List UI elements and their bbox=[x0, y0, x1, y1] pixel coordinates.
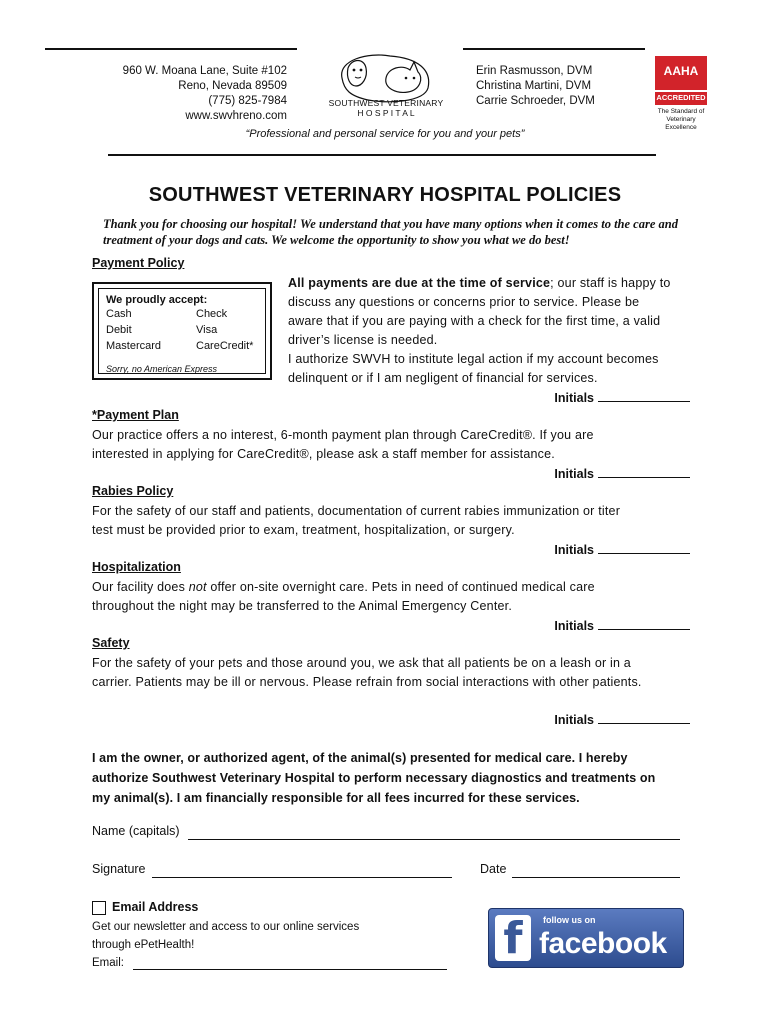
accepted-payments-box bbox=[92, 282, 272, 380]
facebook-follow-badge[interactable] bbox=[488, 908, 684, 968]
newsletter-line: Get our newsletter and access to our online services bbox=[92, 921, 360, 933]
authorization-line: I am the owner, or authorized agent, of the animal(s) presented for medical care. I hereby bbox=[92, 751, 628, 765]
page-title: SOUTHWEST VETERINARY HOSPITAL POLICIES bbox=[148, 184, 622, 206]
email-address-heading: Email Address bbox=[112, 900, 199, 914]
payment-plan-line: Our practice offers a no interest, 6-month payment plan through CareCredit®. If you are bbox=[92, 428, 594, 442]
initials-field[interactable] bbox=[554, 541, 690, 557]
facebook-wordmark: facebook bbox=[539, 927, 667, 960]
aaha-accredited-badge bbox=[653, 56, 709, 134]
payment-line: aware that if you are paying with a check for the first time, a valid bbox=[288, 314, 661, 328]
initials-field[interactable] bbox=[554, 389, 690, 405]
payment-line: driver’s license is needed. bbox=[288, 333, 438, 347]
header-rule-left bbox=[45, 48, 297, 50]
payment-line: discuss any questions or concerns prior to service. Please be bbox=[288, 295, 640, 309]
header-rule-right bbox=[463, 48, 645, 50]
hospitalization-line: offer on-site overnight care. Pets in need of continued medical care bbox=[206, 580, 595, 594]
tagline-rule bbox=[108, 154, 656, 156]
signature-input[interactable] bbox=[152, 876, 452, 878]
initials-label: Initials bbox=[554, 619, 594, 633]
authorization-line: my animal(s). I am financially responsible for all fees incurred for these services. bbox=[92, 791, 580, 805]
payment-lead: All payments are due at the time of service bbox=[288, 276, 551, 290]
email-input[interactable] bbox=[133, 968, 447, 970]
initials-field[interactable] bbox=[554, 465, 690, 481]
initials-label: Initials bbox=[554, 467, 594, 481]
date-input[interactable] bbox=[512, 876, 680, 878]
payment-line: delinquent or if I am negligent of financial for services. bbox=[288, 371, 598, 385]
payment-method: CareCredit* bbox=[196, 340, 254, 352]
accept-box-title: We proudly accept: bbox=[106, 294, 208, 306]
initials-label: Initials bbox=[554, 543, 594, 557]
payment-method: Mastercard bbox=[106, 340, 162, 352]
payment-plan-text bbox=[92, 426, 594, 464]
name-label: Name (capitals) bbox=[92, 824, 180, 838]
doctor-name: Christina Martini, DVM bbox=[476, 80, 592, 92]
aaha-logo-text: AAHA bbox=[663, 64, 699, 78]
safety-line: carrier. Patients may be ill or nervous. Please refrain from social interactions with other patients. bbox=[92, 675, 642, 689]
payment-method: Debit bbox=[106, 324, 132, 336]
payment-policy-text bbox=[288, 274, 708, 388]
phone-number: (775) 825-7984 bbox=[208, 95, 287, 107]
accredited-label: ACCREDITED bbox=[656, 93, 706, 102]
hospitalization-text bbox=[92, 578, 595, 616]
safety-heading: Safety bbox=[92, 636, 130, 650]
date-label: Date bbox=[480, 862, 507, 876]
payment-line: I authorize SWVH to institute legal action if my account becomes bbox=[288, 352, 659, 366]
initials-label: Initials bbox=[554, 391, 594, 405]
rabies-policy-text bbox=[92, 502, 620, 540]
rabies-policy-heading: Rabies Policy bbox=[92, 484, 174, 498]
authorization-line: authorize Southwest Veterinary Hospital to perform necessary diagnostics and treatments on bbox=[92, 771, 656, 785]
doctor-list bbox=[476, 64, 595, 109]
signature-label: Signature bbox=[92, 862, 146, 876]
payment-plan-line: interested in applying for CareCredit®, please ask a staff member for assistance. bbox=[92, 447, 555, 461]
aaha-tagline-line: The Standard of bbox=[657, 108, 705, 115]
safety-text bbox=[92, 654, 642, 692]
address-line: Reno, Nevada 89509 bbox=[178, 80, 287, 92]
authorization-statement bbox=[92, 748, 692, 808]
payment-method: Visa bbox=[196, 324, 218, 336]
website-link[interactable]: www.swvhreno.com bbox=[185, 110, 287, 122]
hospitalization-heading: Hospitalization bbox=[92, 560, 181, 574]
tagline: “Professional and personal service for you and your pets” bbox=[245, 128, 525, 140]
payment-policy-heading: Payment Policy bbox=[92, 256, 185, 270]
newsletter-text bbox=[92, 918, 359, 972]
hospitalization-line: throughout the night may be transferred to the Animal Emergency Center. bbox=[92, 599, 512, 613]
payment-plan-heading: *Payment Plan bbox=[92, 408, 179, 422]
rabies-line: test must be provided prior to exam, treatment, hospitalization, or surgery. bbox=[92, 523, 515, 537]
safety-line: For the safety of your pets and those around you, we ask that all patients be on a leash or in a bbox=[92, 656, 631, 670]
payment-line: ; our staff is happy to bbox=[550, 276, 671, 290]
no-amex-note: Sorry, no American Express bbox=[106, 364, 218, 374]
follow-us-text: follow us on bbox=[543, 915, 596, 925]
newsletter-line: through ePetHealth! bbox=[92, 939, 195, 951]
hospital-logo bbox=[328, 48, 444, 128]
email-opt-in-checkbox[interactable] bbox=[92, 901, 106, 915]
initials-field[interactable] bbox=[554, 617, 690, 633]
hospitalization-line: Our facility does bbox=[92, 580, 189, 594]
hospital-address bbox=[123, 64, 287, 124]
name-input[interactable] bbox=[188, 838, 680, 840]
aaha-tagline-line: Veterinary Excellence bbox=[665, 116, 697, 131]
intro-text: Thank you for choosing our hospital! We understand that you have many options when it comes to the care and treatment of your dogs and cats. We welcome the opportunity to show you what we do best! bbox=[103, 217, 678, 247]
rabies-line: For the safety of our staff and patients, documentation of current rabies immunization or titer bbox=[92, 504, 621, 518]
initials-field[interactable] bbox=[554, 711, 690, 727]
facebook-f-icon: f bbox=[495, 915, 531, 961]
initials-label: Initials bbox=[554, 713, 594, 727]
doctor-name: Carrie Schroeder, DVM bbox=[476, 95, 595, 107]
payment-method: Check bbox=[196, 308, 228, 320]
email-label: Email: bbox=[92, 957, 124, 969]
payment-method: Cash bbox=[106, 308, 132, 320]
emphasis-not: not bbox=[188, 580, 207, 594]
logo-name-line2: H O S P I T A L bbox=[357, 108, 415, 118]
address-line: 960 W. Moana Lane, Suite #102 bbox=[122, 65, 287, 77]
logo-name-line1: SOUTHWEST VETERINARY bbox=[328, 98, 444, 108]
doctor-name: Erin Rasmusson, DVM bbox=[476, 65, 593, 77]
